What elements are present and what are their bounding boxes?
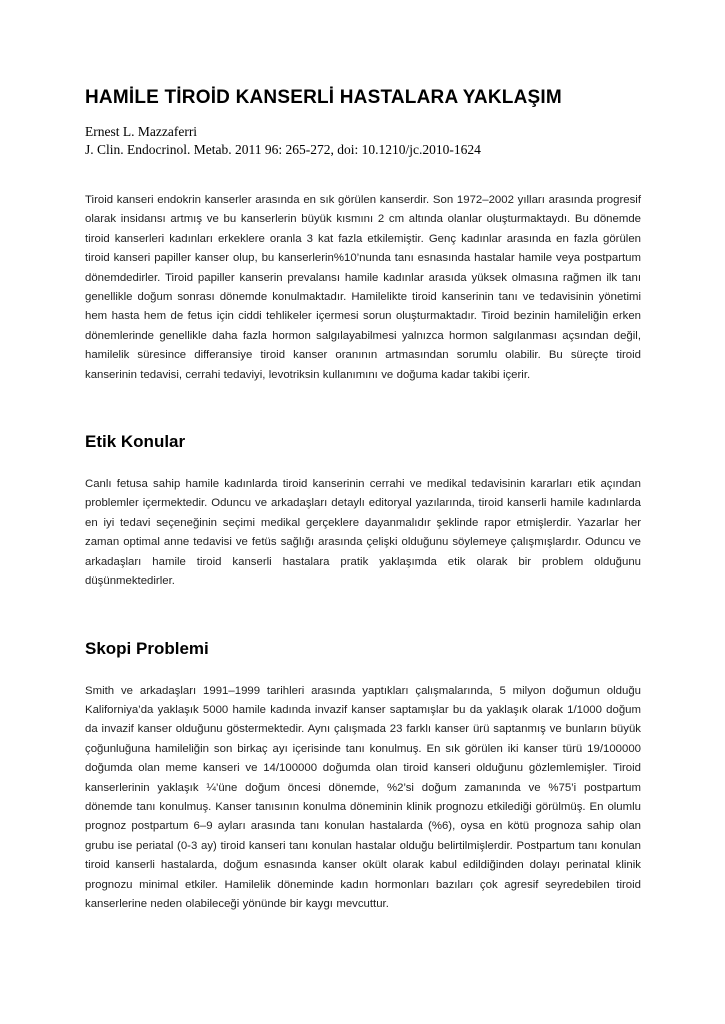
section-heading-skopi-problemi: Skopi Problemi [85,638,209,658]
document-title: HAMİLE TİROİD KANSERLİ HASTALARA YAKLAŞIM [85,87,562,108]
citation-line: J. Clin. Endocrinol. Metab. 2011 96: 265-272, doi: 10.1210/jc.2010-1624 [85,141,481,157]
section-heading-etik-konular: Etik Konular [85,432,186,452]
section-paragraph-etik-konular: Canlı fetusa sahip hamile kadınlarda tiroid kanserinin cerrahi ve medikal tedavisinin kararları etik açından problemler içermektedir. Oduncu ve arkadaşları detaylı editoryal yazılarında, tiroid kanserli hamile kadınlarda en iyi tedavi seçeneğinin seçimi medikal gerçeklere dayanmalıdır şeklinde rapor etmişlerdir. Yazarlar her zaman optimal anne tedavisi ve fetüs sağlığı arasında çelişki olduğunu söylemeye çalışmışlardır. Oduncu ve arkadaşları hamile tiroid kanserli hastalara pratik yaklaşımda etik olarak bir problem olduğunu düşünmektedirler. [85,478,641,588]
author-line: Ernest L. Mazzaferri [85,124,198,139]
document-meta [85,123,641,158]
section-paragraph-skopi-problemi: Smith ve arkadaşları 1991–1999 tarihleri arasında yaptıkları çalışmalarında, 5 milyon doğumun olduğu Kaliforniya’da yaklaşık 5000 hamile kadında invazif kanser saptamışlar bu da yaklaşık olarak 1/1000 doğum da invazif kanser olduğunu göstermektedir. Aynı çalışmada 23 farklı kanser ürü saptanmış ve bunların büyük çoğunluğuna hamileliğin son birkaç ayı içerisinde tanı konulmuş. En sık görülen iki kanser türü 19/100000 doğumda olan meme kanseri ve 14/100000 doğumda olan tiroid kanseri olduğunu gözlemlemişler. Tiroid kanserlerinin yaklaşık ¼’üne doğum öncesi dönemde, %2’si doğum zamanında ve %75’i postpartum dönemde tanı konulmuş. Kanser tanısının konulma döneminin klinik prognozu etkilediği görülmüş. En olumlu prognoz postpartum 6–9 ayları arasında tanı konulan hastalarda (%6), oysa en kötü prognoza sahip olan grubu ise periatal (0-3 ay) tiroid kanseri tanı konulan hastalar olduğu belirtilmişlerdir. Postpartum tanı konulan tiroid kanserli hastalarda, doğum esnasında kanser okült olarak kabul edildiğinden dolayı perinatal klinik prognozu minimal etkiler. Hamilelik döneminde kadın hormonları bazıları çok agresif seyredebilen tiroid kanserlerine neden olabileceği yönünde bir kaygı mevcuttur. [85,684,641,910]
intro-paragraph: Tiroid kanseri endokrin kanserler arasında en sık görülen kanserdir. Son 1972–2002 yılları arasında progresif olarak insidansı artmış ve bu kanserlerin büyük kısmını 2 cm altında olanlar oluşturmaktaydı. Bu dönemde tiroid kanserleri kadınları erkeklere oranla 3 kat fazla etkilemiştir. Genç kadınlar arasında en fazla görülen tiroid kanseri papiller kanser olup, bu kanserlerin%10’nunda tanı esnasında hastalar hamile veya postpartum dönemdedirler. Tiroid papiller kanserin prevalansı hamile kadınlar arasıda yüksek olmasına rağmen ilk tanı genellikle doğum sonrası dönemde konulmaktadır. Hamilelikte tiroid kanserinin tanı ve tedavisinin yönetimi hem hasta hem de fetus için ciddi tehlikeler içermesi sorun oluşturmaktadır. Tiroid bezinin hamileliğin erken dönemlerinde genellikle daha fazla hormon salgılayabilmesi yalnızca hormon salgılanması açsından değil, hamilelik süresince differansiye tiroid kanser oranının artmasından sorumlu olabilir. Bu süreçte tiroid kanserinin tedavisi, cerrahi tedaviyi, levotriksin kullanımını ve doğuma kadar takibi içerir. [85,194,641,381]
